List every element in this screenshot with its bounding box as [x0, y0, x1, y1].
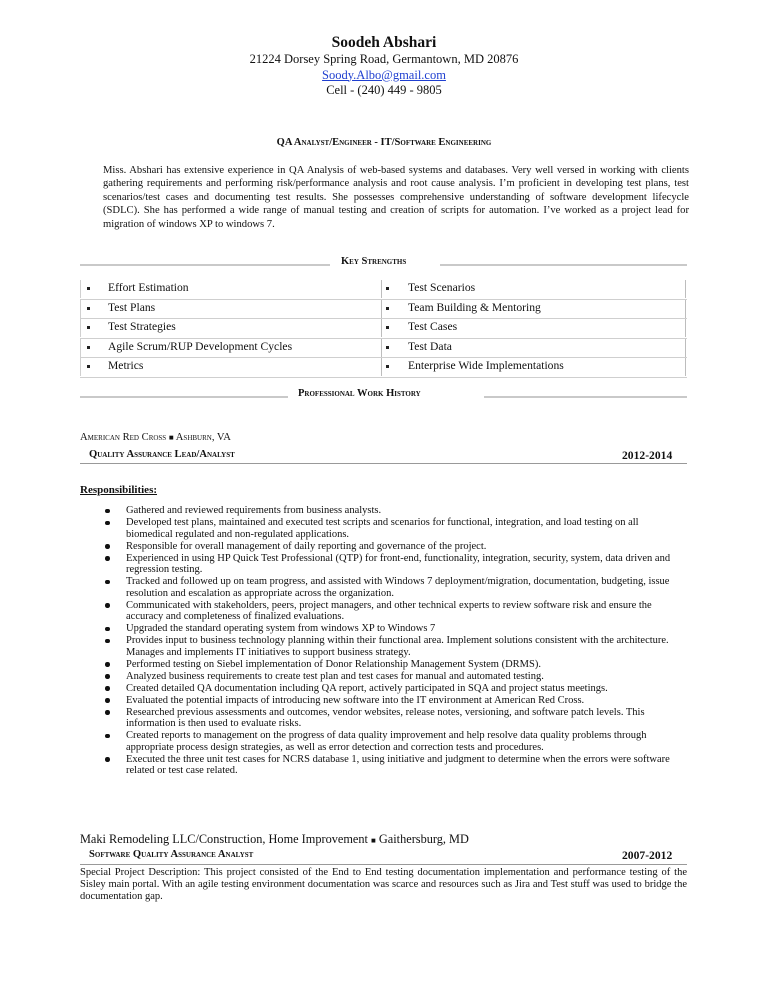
- summary-paragraph: Miss. Abshari has extensive experience in QA Analysis of web-based systems and databases. Very well versed in working with clients gathering requirements and performing risk/performance analysis and root cause analysis. I’m proficient in developing test plans, test scenarios/test cases and documenting test results. She possesses comprehensive understanding of software development lifecycle (SDLC). She has performed a wide range of manual testing and creation of scripts for automation. I’ve worked as a project lead for migration of windows XP to windows 7.: [103, 165, 689, 230]
- job1-employer-line: [80, 432, 231, 443]
- bullet-icon: [105, 662, 110, 667]
- strength-item: Test Plans: [108, 300, 156, 314]
- job1-years: 2012-2014: [622, 449, 673, 462]
- square-bullet-icon: [87, 346, 90, 349]
- objective-title: QA Analyst/Engineer - IT/Software Engineering: [276, 137, 492, 148]
- strength-item: Test Cases: [408, 320, 458, 333]
- strength-item: Test Data: [408, 339, 452, 353]
- list-item: Provides input to business technology planning within their functional area. Implement solutions consistent with the architecture. Manages and implements IT initiatives to support business strategy.: [126, 635, 686, 658]
- work-history-title: Professional Work History: [298, 388, 421, 399]
- square-bullet-icon: [386, 346, 389, 349]
- divider-left: [80, 264, 330, 266]
- job1-underline: [80, 463, 687, 464]
- bullet-icon: [105, 603, 110, 608]
- strength-item: Metrics: [108, 359, 144, 372]
- square-bullet-icon: [87, 307, 90, 310]
- list-item: Performed testing on Siebel implementation of Donor Relationship Management System (DRMS).: [126, 659, 686, 671]
- square-bullet-icon: [386, 326, 389, 329]
- candidate-name: Soodeh Abshari: [331, 34, 437, 51]
- strength-item: Test Strategies: [108, 320, 176, 333]
- bullet-icon: [105, 509, 110, 514]
- strengths-row: [80, 358, 687, 378]
- bullet-icon: [105, 521, 110, 526]
- square-bullet-icon: [87, 326, 90, 329]
- list-item: Responsible for overall management of daily reporting and governance of the project.: [126, 541, 686, 553]
- bullet-icon: [105, 674, 110, 679]
- bullet-icon: [105, 544, 110, 549]
- key-strengths-title: Key Strengths: [341, 256, 407, 267]
- list-item: Tracked and followed up on team progress, and assisted with Windows 7 deployment/migration, documentation, budgeting, issue resolution and escalation as appropriate across the organization.: [126, 576, 686, 599]
- strengths-row: [80, 300, 687, 320]
- strength-item: Team Building & Mentoring: [408, 300, 541, 314]
- strength-item: Test Scenarios: [408, 281, 476, 294]
- bullet-icon: [105, 639, 110, 644]
- job2-location: Gaithersburg, MD: [378, 832, 469, 846]
- square-bullet-icon: [386, 365, 389, 368]
- list-item: Analyzed business requirements to create test plan and test cases for manual and automated testing.: [126, 671, 686, 683]
- divider-left: [80, 396, 288, 398]
- list-item: Experienced in using HP Quick Test Professional (QTP) for front-end, functionality, integration, security, system, data driven and regression testing.: [126, 553, 686, 576]
- divider-right: [440, 264, 687, 266]
- strengths-row: [80, 280, 687, 300]
- job1-role: Quality Assurance Lead/Analyst: [89, 449, 235, 460]
- square-bullet-icon: ■: [168, 433, 174, 442]
- square-bullet-icon: [87, 365, 90, 368]
- bullet-icon: [105, 710, 110, 715]
- divider-right: [484, 396, 687, 398]
- list-item: Gathered and reviewed requirements from business analysts.: [126, 505, 686, 517]
- square-bullet-icon: [87, 287, 90, 290]
- bullet-icon: [105, 698, 110, 703]
- project-description: Special Project Description: This project consisted of the End to End testing documentation implementation and performance testing of the Sisley main portal. With an agile testing environment documentation was scarce and resources such as Jira and Test stuff was used to bridge the documentation gap.: [80, 867, 687, 903]
- job2-employer: Maki Remodeling LLC/Construction, Home Improvement: [80, 832, 368, 846]
- job2-years: 2007-2012: [622, 849, 673, 862]
- bullet-icon: [105, 757, 110, 762]
- square-bullet-icon: [386, 307, 389, 310]
- job2-employer-line: [80, 832, 469, 847]
- email-link[interactable]: Soody.Albo@gmail.com: [322, 67, 446, 82]
- strengths-row: [80, 319, 687, 339]
- list-item: Upgraded the standard operating system from windows XP to Windows 7: [126, 623, 686, 635]
- list-item: Researched previous assessments and outcomes, vendor websites, release notes, versioning, and software patch levels. This information is then used to evaluate risks.: [126, 707, 686, 730]
- list-item: Evaluated the potential impacts of introducing new software into the IT environment at American Red Cross.: [126, 695, 686, 707]
- strengths-table: [80, 280, 687, 378]
- responsibilities-label: Responsibilities:: [80, 484, 158, 496]
- job1-employer: American Red Cross: [80, 432, 167, 443]
- strengths-row: [80, 339, 687, 359]
- bullet-icon: [105, 627, 110, 632]
- strength-item: Enterprise Wide Implementations: [408, 359, 564, 372]
- address: 21224 Dorsey Spring Road, Germantown, MD 20876: [249, 52, 519, 66]
- bullet-icon: [105, 734, 110, 739]
- bullet-icon: [105, 580, 110, 585]
- cell-phone: Cell - (240) 449 - 9805: [326, 83, 442, 97]
- list-item: Communicated with stakeholders, peers, project managers, and other technical experts to review software risk and ensure the accuracy and completeness of finalized evaluations.: [126, 600, 686, 623]
- square-bullet-icon: ■: [371, 836, 376, 845]
- job1-location: Ashburn, VA: [175, 432, 231, 443]
- list-item: Executed the three unit test cases for NCRS database 1, using initiative and judgment to determine when the errors were software related or test case related.: [126, 754, 686, 777]
- job2-role: Software Quality Assurance Analyst: [89, 849, 254, 860]
- strength-item: Agile Scrum/RUP Development Cycles: [108, 339, 293, 353]
- list-item: Created reports to management on the progress of data quality improvement and help resolve data quality problems through appropriate process design strategies, as well as error detection and correction tests and procedures.: [126, 730, 686, 753]
- strength-item: Effort Estimation: [108, 281, 189, 294]
- bullet-icon: [105, 686, 110, 691]
- contact-header: [0, 34, 768, 99]
- job2-underline: [80, 864, 687, 865]
- bullet-icon: [105, 556, 110, 561]
- list-item: Developed test plans, maintained and executed test scripts and scenarios for functional, integration, and load testing on all biomedical regulated and non-regulated applications.: [126, 517, 686, 540]
- list-item: Created detailed QA documentation including QA report, actively participated in SQA and project status meetings.: [126, 683, 686, 695]
- responsibilities-list: [126, 505, 686, 777]
- square-bullet-icon: [386, 287, 389, 290]
